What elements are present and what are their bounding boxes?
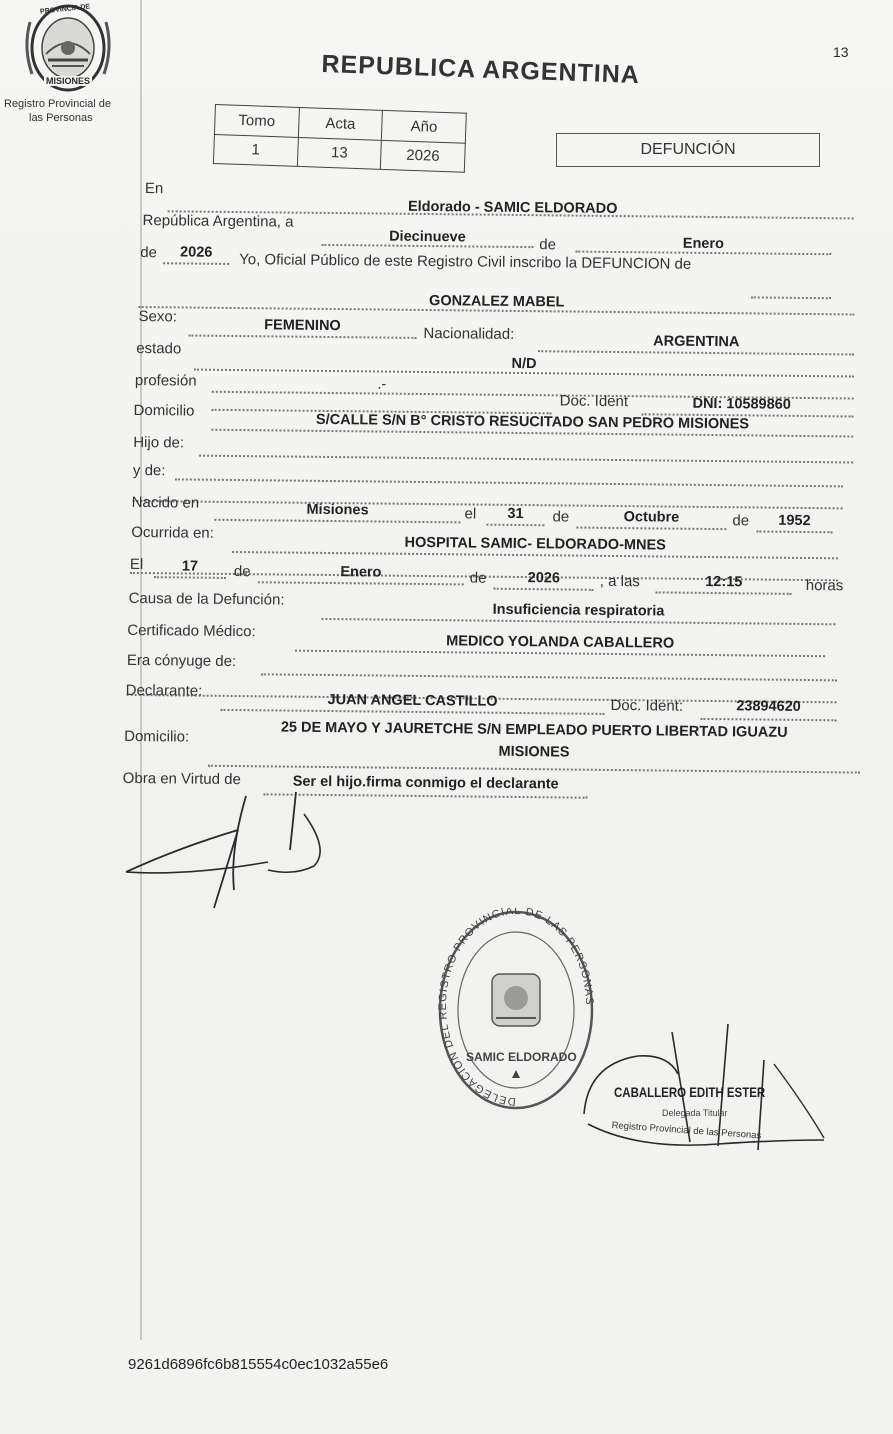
label-de-nac-mes: de	[552, 508, 570, 526]
label-obra-en-virtud: Obra en Virtud de	[122, 769, 241, 789]
label-causa: Causa de la Defunción:	[128, 589, 285, 609]
value-domicilio: S/CALLE S/N B° CRISTO RESUCITADO SAN PEDRO MISIONES	[315, 411, 750, 433]
value-declarante: JUAN ANGEL CASTILLO	[327, 691, 498, 710]
anio-header: Año	[382, 110, 467, 142]
tomo-header: Tomo	[214, 105, 299, 137]
label-nacionalidad: Nacionalidad:	[423, 324, 515, 343]
label-yo: Yo, Oficial Público de este Registro Civil inscribo la DEFUNCION de	[239, 251, 692, 273]
value-lugar: Eldorado - SAMIC ELDORADO	[407, 198, 618, 218]
value-fall-hora: 12:15	[705, 573, 743, 591]
line-declarante-doc	[700, 718, 836, 721]
label-sexo: Sexo:	[138, 307, 178, 326]
value-obra-en-virtud: Ser el hijo.firma conmigo el declarante	[292, 773, 559, 793]
label-el-fall: El	[129, 555, 144, 574]
line-fall-anio	[494, 588, 594, 591]
label-hijo-de: Hijo de:	[133, 433, 185, 452]
value-declarante-domicilio-1: 25 DE MAYO Y JAURETCHE S/N EMPLEADO PUERTO LIBERTAD IGUAZU	[280, 719, 788, 741]
value-anio: 2026	[180, 244, 213, 261]
official-name: CABALLERO EDITH ESTER	[614, 1084, 766, 1100]
label-de-anio: de	[140, 244, 158, 262]
label-el: el	[464, 505, 477, 523]
label-de-nac-anio: de	[732, 512, 750, 530]
label-doc-ident: Doc. Ident	[559, 392, 629, 411]
value-ocurrida-en: HOSPITAL SAMIC- ELDORADO-MNES	[404, 534, 666, 554]
page-number: 13	[833, 44, 849, 60]
label-y-de: y de:	[132, 461, 166, 480]
value-dni: DNI: 10589860	[692, 395, 791, 413]
label-de-fall-anio: de	[469, 569, 487, 587]
tomo-value: 1	[213, 134, 298, 166]
label-estado: estado	[136, 339, 182, 358]
value-nombre: GONZALEZ MABEL	[428, 293, 565, 311]
registry-stamp-icon	[436, 908, 596, 1112]
label-en: En	[144, 180, 164, 198]
line-hijo-de	[199, 455, 853, 464]
stamp-ring-text: DELEGACION DEL REGISTRO PROVINCIAL DE LAS PERSONAS	[437, 908, 596, 1108]
label-a-las: , a las	[599, 572, 640, 591]
line-nacido-en	[214, 519, 460, 524]
line-declarante-domicilio	[208, 765, 860, 774]
official-stamp	[436, 908, 596, 1112]
label-declarante: Declarante:	[125, 681, 203, 700]
value-causa: Insuficiencia respiratoria	[492, 601, 665, 620]
line-nac-dia	[486, 524, 544, 527]
line-fall-hora	[656, 591, 792, 594]
value-fall-dia: 17	[181, 558, 199, 575]
line-conyuge	[261, 673, 837, 681]
value-dia: Diecinueve	[389, 228, 466, 246]
label-nacido-en: Nacido en	[131, 493, 200, 512]
value-nac-anio: 1952	[778, 512, 811, 530]
value-nacido-en: Misiones	[306, 501, 369, 519]
line-nac-anio	[756, 530, 832, 533]
label-ocurrida-en: Ocurrida en:	[131, 523, 214, 542]
document-hash: 9261d6896fc6b815554c0ec1032a55e6	[128, 1356, 389, 1373]
line-y-de	[175, 478, 843, 487]
label-republica: República Argentina, a	[142, 212, 294, 231]
record-type-box: DEFUNCIÓN	[556, 133, 820, 167]
stamp-inner-text: SAMIC ELDORADO	[466, 1050, 577, 1064]
logo-caption-line1: Registro Provincial de	[4, 98, 111, 110]
logo-text-top: PROVINCIA DE	[39, 3, 91, 16]
official-role: Delegada Titular	[662, 1108, 728, 1118]
official-office: Registro Provincial de las Personas	[611, 1120, 762, 1142]
value-fall-mes: Enero	[340, 564, 382, 581]
line-anio	[163, 262, 229, 265]
value-declarante-domicilio-2: MISIONES	[498, 743, 570, 761]
label-de-fall-mes: de	[233, 563, 251, 581]
label-domicilio: Domicilio	[133, 401, 195, 420]
value-nac-dia: 31	[507, 505, 524, 523]
value-estado: N/D	[511, 355, 537, 373]
value-declarante-doc: 23894620	[736, 698, 801, 715]
logo-text-bottom: MISIONES	[46, 76, 91, 86]
line-sexo	[188, 335, 416, 339]
label-certificado: Certificado Médico:	[127, 621, 256, 641]
label-horas: horas	[805, 576, 844, 595]
line-nac-mes	[576, 527, 726, 531]
line-fall-mes	[258, 581, 464, 585]
value-certificado: MEDICO YOLANDA CABALLERO	[446, 633, 675, 652]
acta-header: Acta	[298, 107, 383, 139]
value-profesion: .-	[377, 376, 387, 393]
value-fall-anio: 2026	[527, 570, 561, 587]
value-nac-mes: Octubre	[623, 509, 680, 526]
declarant-signature-icon	[118, 790, 338, 920]
label-conyuge: Era cónyuge de:	[126, 651, 237, 671]
page-title: REPUBLICA ARGENTINA	[321, 50, 641, 90]
value-nacionalidad: ARGENTINA	[653, 333, 740, 351]
value-mes: Enero	[682, 235, 724, 253]
value-sexo: FEMENINO	[264, 317, 341, 335]
logo-caption-line2: las Personas	[29, 112, 93, 124]
anio-value: 2026	[381, 140, 466, 172]
label-de-mes: de	[539, 236, 557, 254]
line-fall-dia	[154, 576, 226, 579]
label-profesion: profesión	[134, 371, 197, 390]
label-domicilio-declarante: Domicilio:	[124, 727, 190, 746]
label-doc-ident-declarante: Doc. Ident:	[610, 696, 684, 715]
acta-value: 13	[297, 137, 382, 169]
